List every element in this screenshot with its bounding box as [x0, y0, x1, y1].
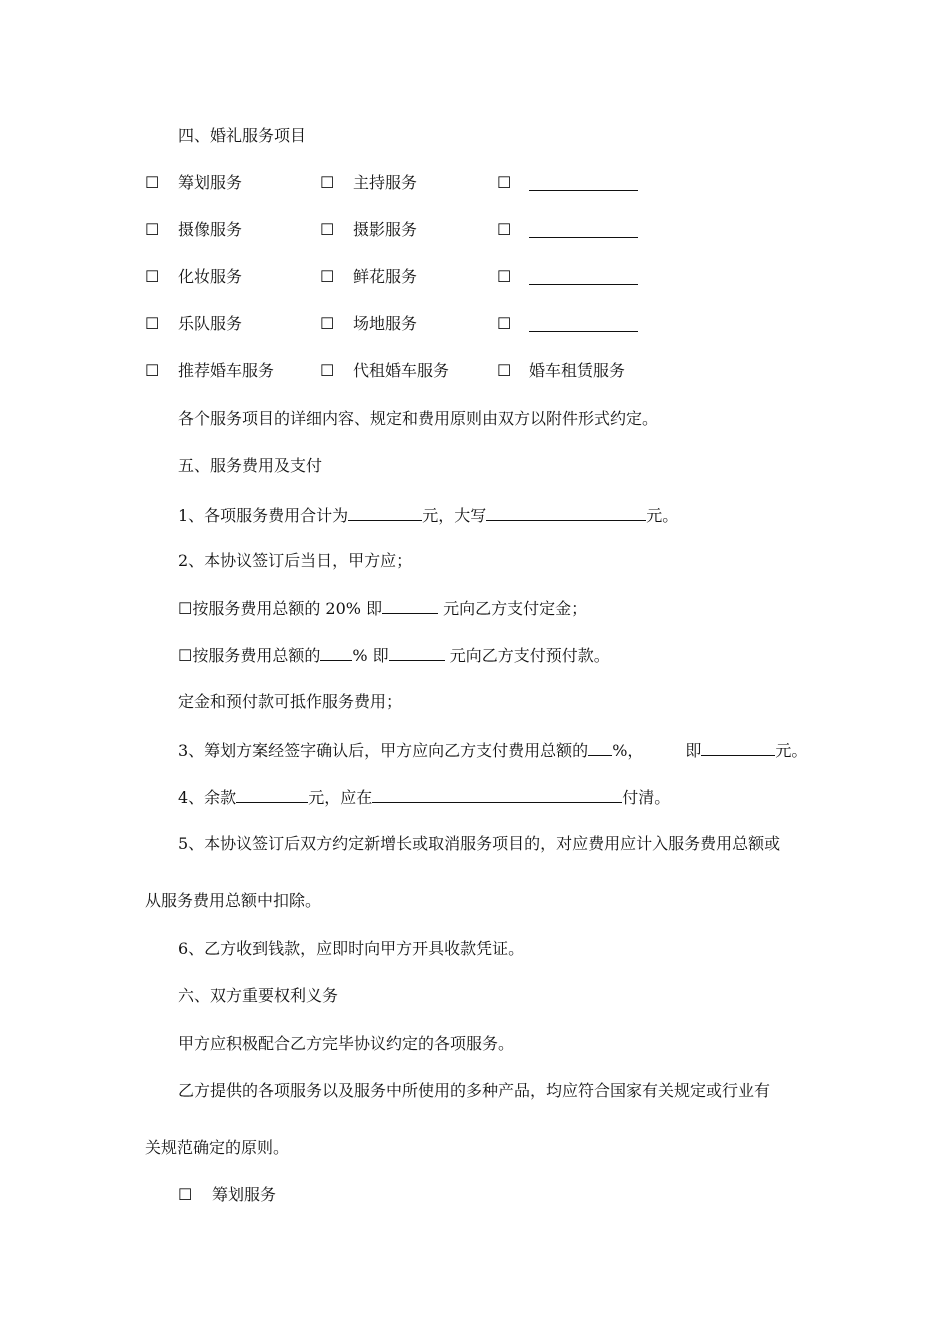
- service-label: 推荐婚车服务: [178, 361, 275, 380]
- service-checkbox[interactable]: ☐: [145, 361, 160, 380]
- fee-capital-blank[interactable]: [486, 505, 646, 521]
- prepayment-amount-blank[interactable]: [389, 645, 445, 661]
- deposit-label: 按服务费用总额的 20% 即: [192, 599, 383, 618]
- service-checkbox[interactable]: ☐: [497, 361, 512, 380]
- service-label: 筹划服务: [178, 173, 243, 192]
- service-checkbox[interactable]: ☐: [497, 220, 512, 239]
- deposit-option: [178, 598, 587, 619]
- item-6: 6、乙方收到钱款，应即时向甲方开具收款凭证。: [178, 939, 525, 958]
- plan-payment-label: 3、筹划方案经签字确认后，甲方应向乙方支付费用总额的: [178, 741, 589, 760]
- section-6-heading: 六、双方重要权利义务: [178, 986, 339, 1005]
- service-checkbox[interactable]: ☐: [320, 361, 335, 380]
- section-6-para-2-line-1: 乙方提供的各项服务以及服务中所使用的多种产品，均应符合国家有关规定或行业有: [178, 1081, 771, 1100]
- service-label: 鲜花服务: [353, 267, 418, 286]
- custom-service-blank[interactable]: [529, 284, 638, 285]
- balance-amount-blank[interactable]: [236, 787, 308, 803]
- prepayment-checkbox[interactable]: ☐: [178, 646, 193, 665]
- service-label: 化妆服务: [178, 267, 243, 286]
- custom-service-blank[interactable]: [529, 331, 638, 332]
- prepayment-label: 按服务费用总额的: [192, 646, 321, 665]
- service-checkbox[interactable]: ☐: [145, 173, 160, 192]
- section-4-note: 各个服务项目的详细内容、规定和费用原则由双方以附件形式约定。: [178, 409, 659, 428]
- balance-date-blank[interactable]: [372, 787, 622, 803]
- service-label: 主持服务: [353, 173, 418, 192]
- fee-yuan-label: 元。: [646, 506, 679, 525]
- fee-total-label: 1、各项服务费用合计为: [178, 506, 349, 525]
- service-label: 摄影服务: [353, 220, 418, 239]
- item-5-line-2: 从服务费用总额中扣除。: [145, 891, 322, 910]
- prepayment-percent-blank[interactable]: [320, 645, 352, 661]
- service-label: 场地服务: [353, 314, 418, 333]
- section-6-para-2-line-2: 关规范确定的原则。: [145, 1138, 290, 1157]
- planning-service-label: 筹划服务: [212, 1185, 277, 1204]
- service-checkbox[interactable]: ☐: [320, 267, 335, 286]
- service-label: 摄像服务: [178, 220, 243, 239]
- prepayment-mid: % 即: [352, 646, 389, 665]
- section-5-heading: 五、服务费用及支付: [178, 456, 323, 475]
- balance-mid: 元，应在: [308, 788, 373, 807]
- service-label: 代租婚车服务: [353, 361, 450, 380]
- deposit-amount-blank[interactable]: [382, 598, 438, 614]
- fee-total-line: [178, 505, 678, 526]
- service-checkbox[interactable]: ☐: [497, 267, 512, 286]
- fee-total-blank[interactable]: [348, 505, 422, 521]
- service-checkbox[interactable]: ☐: [320, 314, 335, 333]
- balance-label: 4、余款: [178, 788, 237, 807]
- prepayment-option: [178, 645, 610, 666]
- service-checkbox[interactable]: ☐: [145, 314, 160, 333]
- service-checkbox[interactable]: ☐: [145, 267, 160, 286]
- custom-service-blank[interactable]: [529, 237, 638, 238]
- plan-payment-line: [178, 740, 807, 761]
- service-label: 乐队服务: [178, 314, 243, 333]
- item-5-line-1: 5、本协议签订后双方约定新增长或取消服务项目的，对应费用应计入服务费用总额或: [178, 834, 781, 853]
- service-label: 婚车租赁服务: [529, 361, 626, 380]
- prepayment-tail: 元向乙方支付预付款。: [444, 646, 610, 665]
- plan-percent-sign: %，: [612, 741, 644, 760]
- payment-intro: 2、本协议签订后当日，甲方应；: [178, 551, 413, 570]
- section-4-heading: 四、婚礼服务项目: [178, 126, 307, 145]
- service-checkbox[interactable]: ☐: [497, 173, 512, 192]
- service-checkbox[interactable]: ☐: [320, 220, 335, 239]
- plan-ji-label: 即: [685, 741, 702, 760]
- balance-line: [178, 787, 670, 808]
- plan-percent-blank[interactable]: [588, 740, 612, 756]
- service-checkbox[interactable]: ☐: [497, 314, 512, 333]
- deposit-tail: 元向乙方支付定金；: [438, 599, 588, 618]
- custom-service-blank[interactable]: [529, 190, 638, 191]
- planning-service-checkbox[interactable]: ☐: [178, 1185, 193, 1204]
- deposit-checkbox[interactable]: ☐: [178, 599, 193, 618]
- deposit-note: 定金和预付款可抵作服务费用；: [178, 692, 403, 711]
- fee-capital-label: 元，大写: [422, 506, 487, 525]
- plan-amount-blank[interactable]: [701, 740, 775, 756]
- plan-yuan-label: 元。: [775, 741, 808, 760]
- service-checkbox[interactable]: ☐: [320, 173, 335, 192]
- section-6-para-1: 甲方应积极配合乙方完毕协议约定的各项服务。: [178, 1034, 515, 1053]
- service-checkbox[interactable]: ☐: [145, 220, 160, 239]
- balance-tail: 付清。: [622, 788, 671, 807]
